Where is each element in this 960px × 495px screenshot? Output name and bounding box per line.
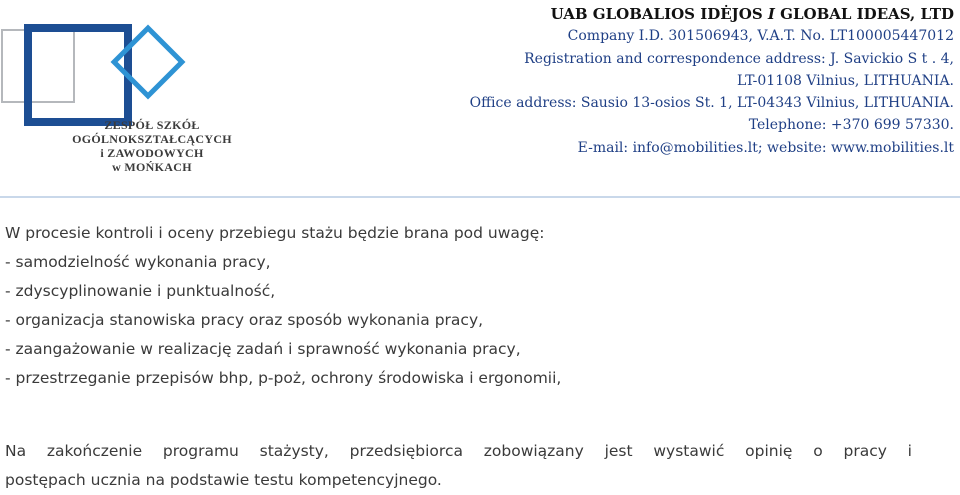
company-id: Company I.D. 301506943, V.A.T. No. LT100005447012 [567,28,954,45]
registration-address: Registration and correspondence address: J. Savickio S t . 4, [524,50,954,67]
school-logo-text [52,118,252,174]
logo-line: ZESPÓŁ SZKÓŁ [104,118,200,132]
list-item: - organizacja stanowiska pracy oraz sposób wykonania pracy, [5,311,484,329]
logo-line: i ZAWODOWYCH [100,146,204,160]
list-item: - przestrzeganie przepisów bhp, p-poż, ochrony środowiska i ergonomii, [5,369,562,387]
list-item: - zaangażowanie w realizację zadań i sprawność wykonania pracy, [5,340,521,358]
closing-line: Na zakończenie programu stażysty, przedsiębiorca zobowiązany jest wystawić opinię o pracy i [5,442,912,460]
logo-line: OGÓLNOKSZTAŁCĄCYCH [72,132,232,146]
list-item: - zdyscyplinowanie i punktualność, [5,282,276,300]
office-address: Office address: Sausio 13-osios St. 1, LT-04343 Vilnius, LITHUANIA. [469,95,954,112]
company-name: UAB GLOBALIOS IDĖJOS I GLOBAL IDEAS, LTD [550,5,954,23]
closing-line: postępach ucznia na podstawie testu kompetencyjnego. [5,471,442,489]
header-divider [0,196,960,198]
intro-text: W procesie kontroli i oceny przebiegu stażu będzie brana pod uwagę: [5,224,545,242]
logo-dark-blue-square [28,28,128,122]
closing-paragraph [5,437,912,495]
list-item: - samodzielność wykonania pracy, [5,253,271,271]
telephone: Telephone: +370 699 57330. [748,117,954,134]
logo-grey-square [2,30,74,102]
email-website: E-mail: info@mobilities.lt; website: www.mobilities.lt [577,139,954,156]
registration-city: LT-01108 Vilnius, LITHUANIA. [736,72,954,89]
company-header [470,3,954,159]
logo-line: w MOŃKACH [112,160,192,174]
evaluation-criteria [5,219,910,393]
